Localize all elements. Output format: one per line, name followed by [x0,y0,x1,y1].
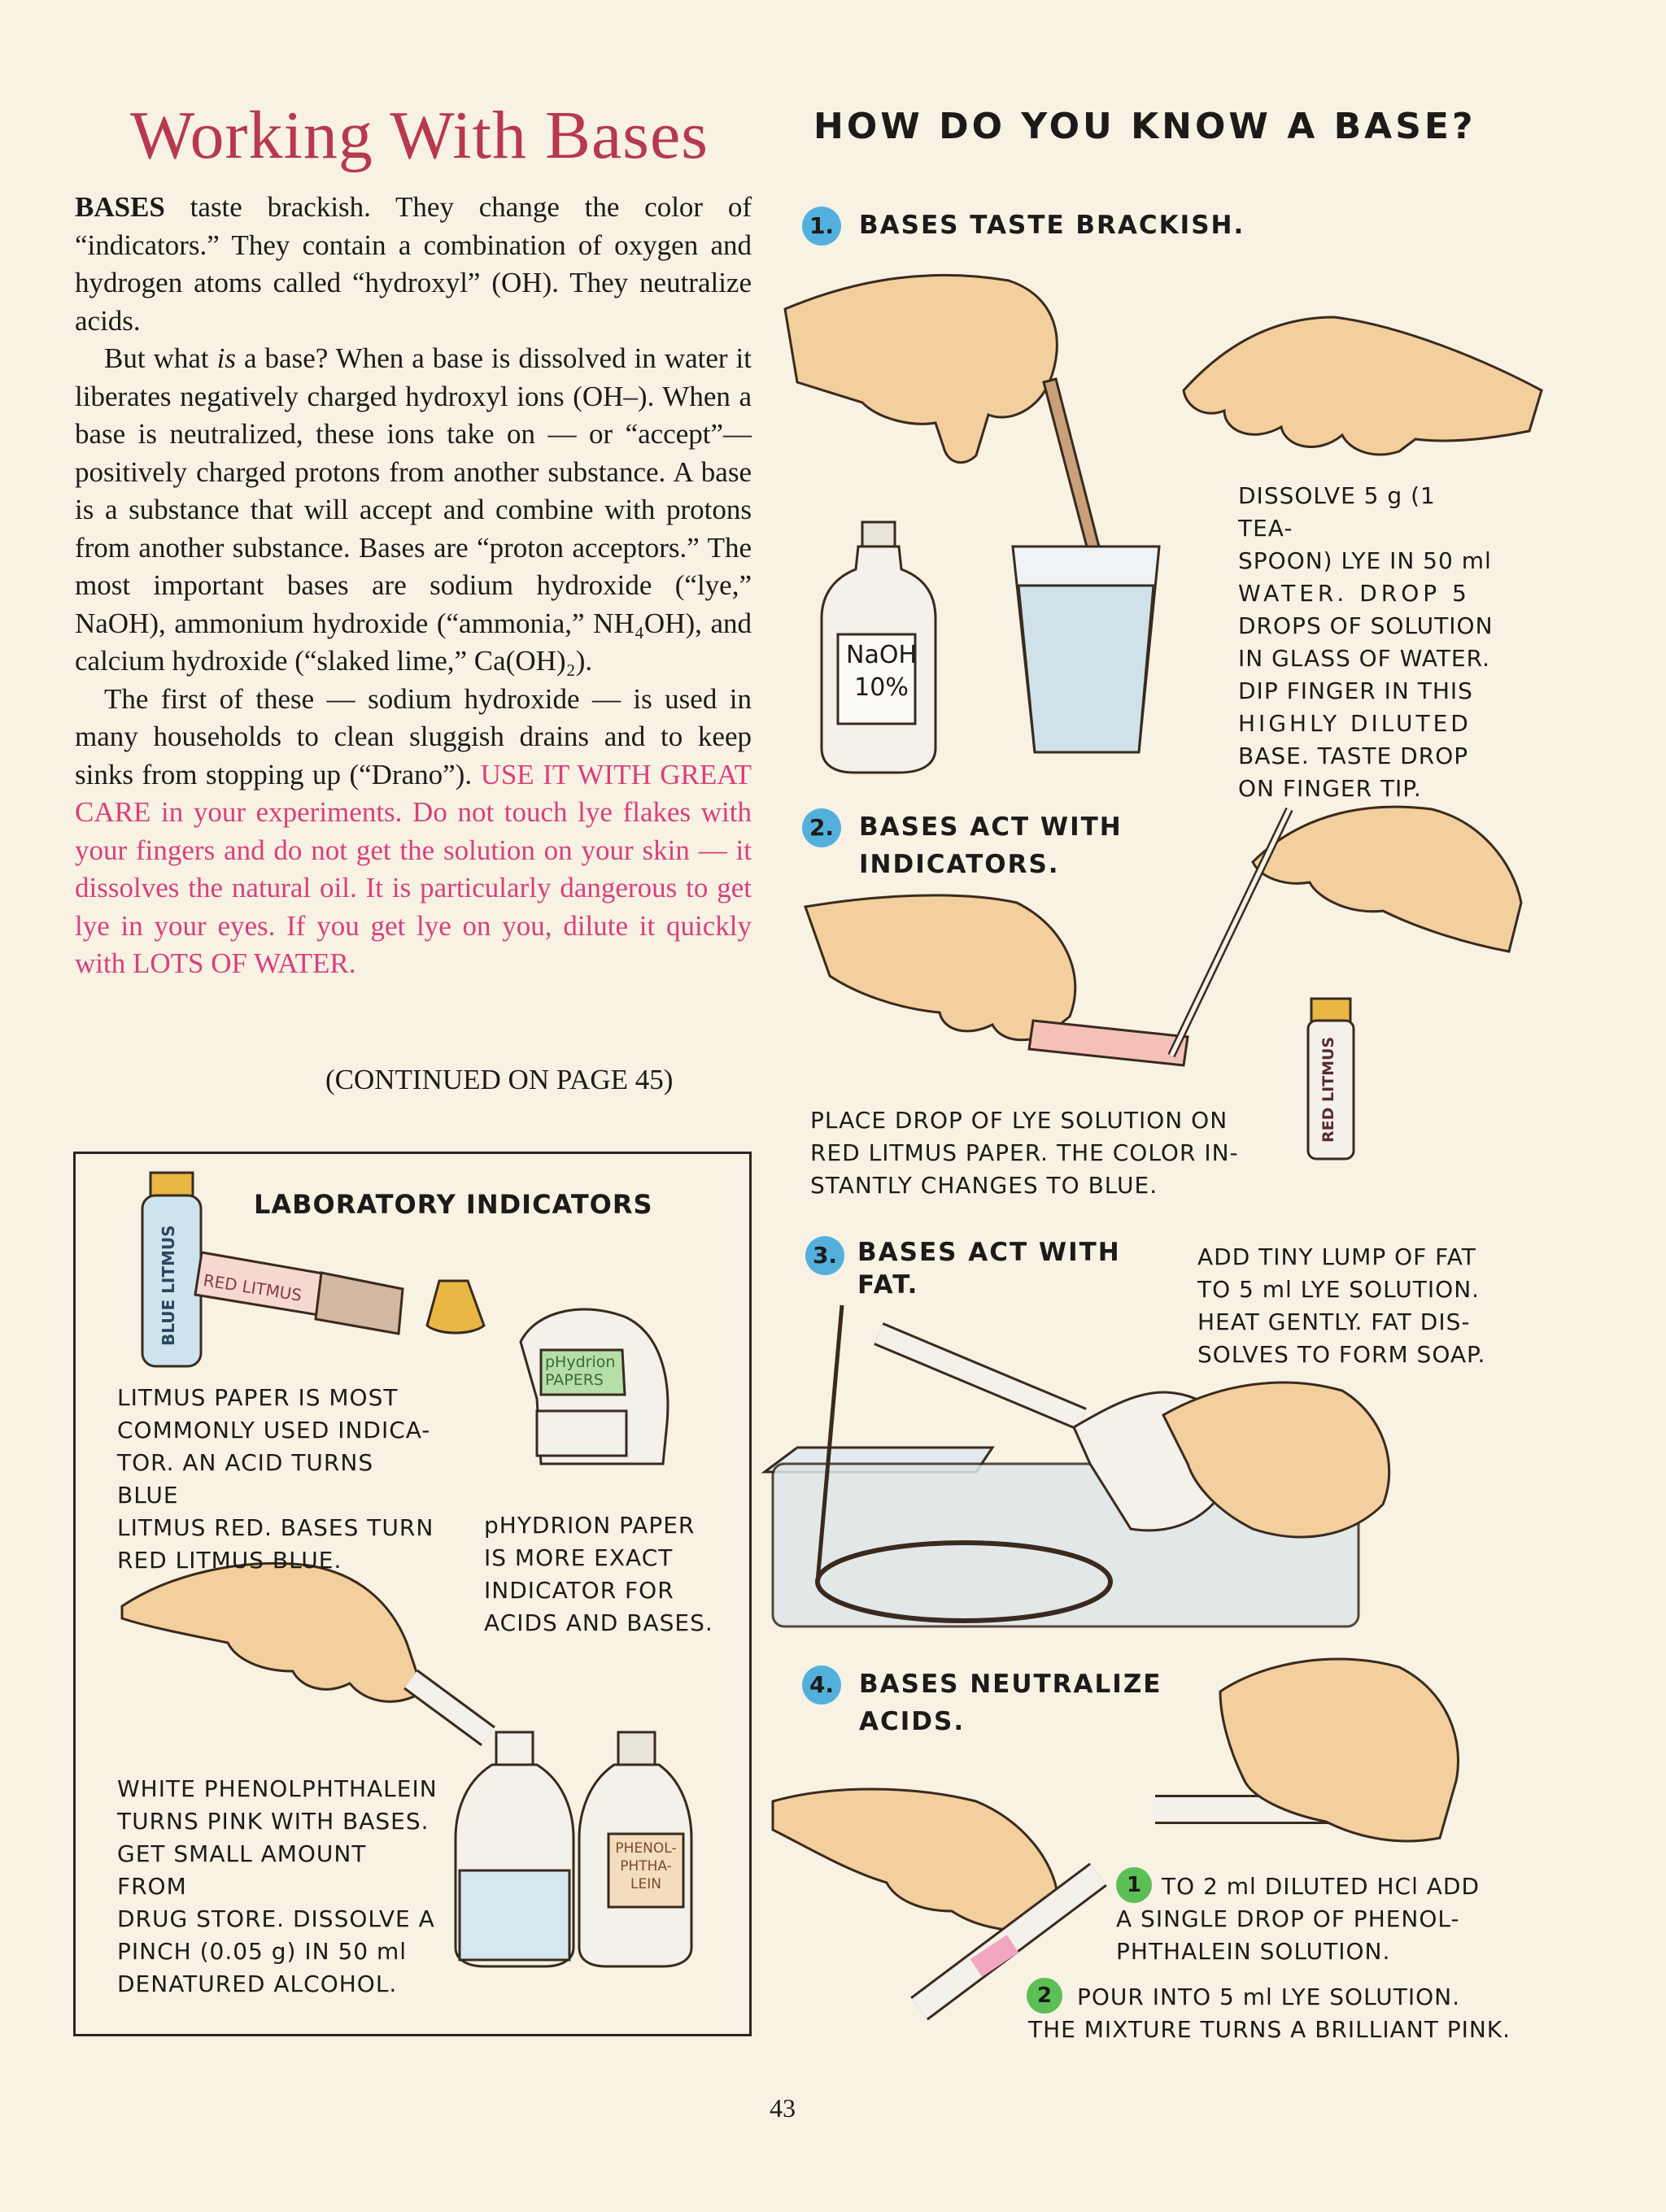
step-2-title-line-2: INDICATORS. [859,850,1060,879]
paragraph-3 [75,681,752,983]
paragraph-2 [75,340,752,681]
step-1-caption-line: SPOON) LYE IN 50 ml [1238,547,1492,574]
step-3-title-line-1: BASES ACT WITH [857,1238,1121,1267]
phenol-caption-line: DENATURED ALCOHOL. [117,1970,398,1997]
hydrion-caption-line: INDICATOR FOR [484,1577,674,1604]
lead-word: BASES [75,191,165,223]
step-2-caption-line: STANTLY CHANGES TO BLUE. [810,1172,1158,1199]
phenol-caption-line: WHITE PHENOLPHTHALEIN [117,1775,438,1802]
step-2-caption [810,1104,1266,1202]
phenol-label-line: PHTHA- [620,1858,672,1875]
red-litmus-strip-label: RED LITMUS [202,1270,303,1305]
page-number: 43 [770,2093,796,2123]
paragraph-2-text-b: a base? When a base is dissolved in water it liberates negatively charged hydroxyl ions (OH–). When a base is neutralized, these ions take on — or “accept”— positively charged protons from another substance. A base is a substance that will accept and combine with protons from another substance. Bases are “proton acceptors.” The most important bases are sodium hydroxide (“lye,” NaOH), ammonium hydroxide (“ammonia,” NH₄OH), and calcium hydroxide (“slaked lime,” Ca(OH)₂). [75,342,752,677]
litmus-strip-icon [1029,1021,1188,1065]
step-1-title: BASES TASTE BRACKISH. [859,211,1245,240]
tasting-hand-illustration [1184,317,1542,455]
hydrion-label-line-2: PAPERS [545,1371,604,1389]
hydrion-label [545,1353,615,1389]
step-3-caption-line: TO 5 ml LYE SOLUTION. [1197,1276,1481,1303]
substep-1-line: PHTHALEIN SOLUTION. [1116,1938,1391,1965]
litmus-caption-line: RED LITMUS BLUE. [117,1547,342,1574]
step-4-badge: 4. [802,1666,841,1705]
step-3-caption-line: HEAT GENTLY. FAT DIS- [1197,1308,1471,1335]
phenol-caption-line: PINCH (0.05 g) IN 50 ml [117,1938,408,1965]
hydrion-label-line-1: pHydrion [545,1353,616,1371]
bottle-label-line-2: 10% [854,673,909,702]
continued-note: (CONTINUED ON PAGE 45) [325,1064,674,1095]
paragraph-1 [75,189,752,340]
step-1-badge: 1. [802,207,841,246]
step-3-caption [1197,1241,1507,1371]
step-1-caption-line: DROPS OF SOLUTION [1238,612,1494,639]
substep-2-line: THE MIXTURE TURNS A BRILLIANT PINK. [1028,2016,1511,2043]
lab-box-heading: LABORATORY INDICATORS [254,1189,653,1220]
hydrion-caption-line: ACIDS AND BASES. [484,1609,713,1636]
litmus-caption [117,1382,443,1577]
paragraph-1-text: taste brackish. They change the color of “indicators.” They contain a combination of oxygen and hydrogen atoms called “hydroxyl” (OH). They neutralize acids. [75,191,752,337]
step-4-substep-1 [1116,1870,1507,1968]
litmus-caption-line: LITMUS RED. BASES TURN [117,1514,434,1541]
substep-1-line: A SINGLE DROP OF PHENOL- [1116,1905,1460,1932]
step-1-caption-line: DIP FINGER IN THIS [1238,677,1473,704]
step-1-caption [1238,480,1498,805]
page-title: Working With Bases [130,98,709,173]
step-3-badge: 3. [805,1236,844,1275]
step-1-caption-line: IN GLASS OF WATER. [1238,645,1490,672]
step-4-substep-2 [1028,1981,1533,2046]
hydrion-caption [484,1509,728,1639]
article-body [75,189,752,983]
section-heading: HOW DO YOU KNOW A BASE? [813,106,1476,147]
paragraph-3-text: The first of these — sodium hydroxide — is used in many households to clean sluggish drains and to keep sinks from stopping up (“Drano”). [75,682,752,790]
step-3-caption-line: ADD TINY LUMP OF FAT [1197,1243,1476,1270]
step-1-caption-line: BASE. TASTE DROP [1238,742,1469,769]
step-3-caption-line: SOLVES TO FORM SOAP. [1197,1341,1486,1368]
step-1-caption-line: WATER. DROP 5 [1238,580,1471,607]
step-1-caption-line: DISSOLVE 5 g (1 TEA- [1238,482,1436,542]
paragraph-2-emphasis: is [216,342,236,374]
paragraph-2-text-a: But what [104,342,217,374]
step-3-title [857,1236,1121,1301]
bottle-label-line-1: NaOH [846,641,917,669]
substep-1-line: TO 2 ml DILUTED HCl ADD [1162,1873,1481,1900]
phenolphthalein-caption [117,1773,443,2001]
litmus-caption-line: COMMONLY USED INDICA- [117,1417,431,1443]
step-2-caption-line: PLACE DROP OF LYE SOLUTION ON [810,1107,1228,1134]
phenolphthalein-bottle-label [612,1840,680,1893]
substep-2-line: POUR INTO 5 ml LYE SOLUTION. [1077,1983,1461,2010]
step-1-caption-line: ON FINGER TIP. [1238,775,1422,802]
step-4-title-line-1: BASES NEUTRALIZE [859,1670,1162,1699]
step-4-title [859,1666,1162,1740]
water-glass-illustration [1013,546,1159,752]
substep-1-badge: 1 [1116,1867,1152,1903]
hydrion-caption-line: IS MORE EXACT [484,1544,674,1571]
blue-litmus-label: BLUE LITMUS [159,1225,178,1346]
step-1-caption-line: HIGHLY DILUTED [1238,710,1472,737]
hand-with-litmus-paper-illustration [805,895,1075,1040]
step-4-title-line-2: ACIDS. [859,1707,966,1736]
phenol-caption-line: DRUG STORE. DISSOLVE A [117,1905,435,1932]
phenol-caption-line: TURNS PINK WITH BASES. [117,1808,430,1835]
dropper-icon [1044,379,1100,553]
hand-with-dropper-illustration [785,275,1057,462]
step-2-title [859,808,1123,883]
phenol-caption-line: GET SMALL AMOUNT FROM [117,1840,367,1900]
litmus-caption-line: LITMUS PAPER IS MOST [117,1384,399,1411]
hand-with-glass-rod-illustration [1253,807,1521,951]
naoh-bottle-label [846,639,917,704]
litmus-caption-line: TOR. AN ACID TURNS BLUE [117,1449,374,1509]
substep-2-badge: 2 [1027,1978,1062,2014]
step-2-title-line-1: BASES ACT WITH [859,812,1123,842]
phenol-label-line: PHENOL- [615,1840,677,1857]
safety-warning: USE IT WITH GREAT CARE in your experiments. Do not touch lye flakes with your fingers and do not get the solution on your skin — it dissolves the natural oil. It is particularly dangerous to get lye in your eyes. If you get lye on you, dilute it quickly with LOTS OF WATER. [75,758,752,979]
step-2-badge: 2. [802,808,841,847]
step-2-caption-line: RED LITMUS PAPER. THE COLOR IN- [810,1139,1239,1166]
phenol-label-line: LEIN [630,1876,661,1892]
step-3-title-line-2: FAT. [857,1270,919,1300]
hydrion-caption-line: pHYDRION PAPER [484,1512,696,1539]
red-litmus-vial-label: RED LITMUS [1319,1036,1337,1143]
